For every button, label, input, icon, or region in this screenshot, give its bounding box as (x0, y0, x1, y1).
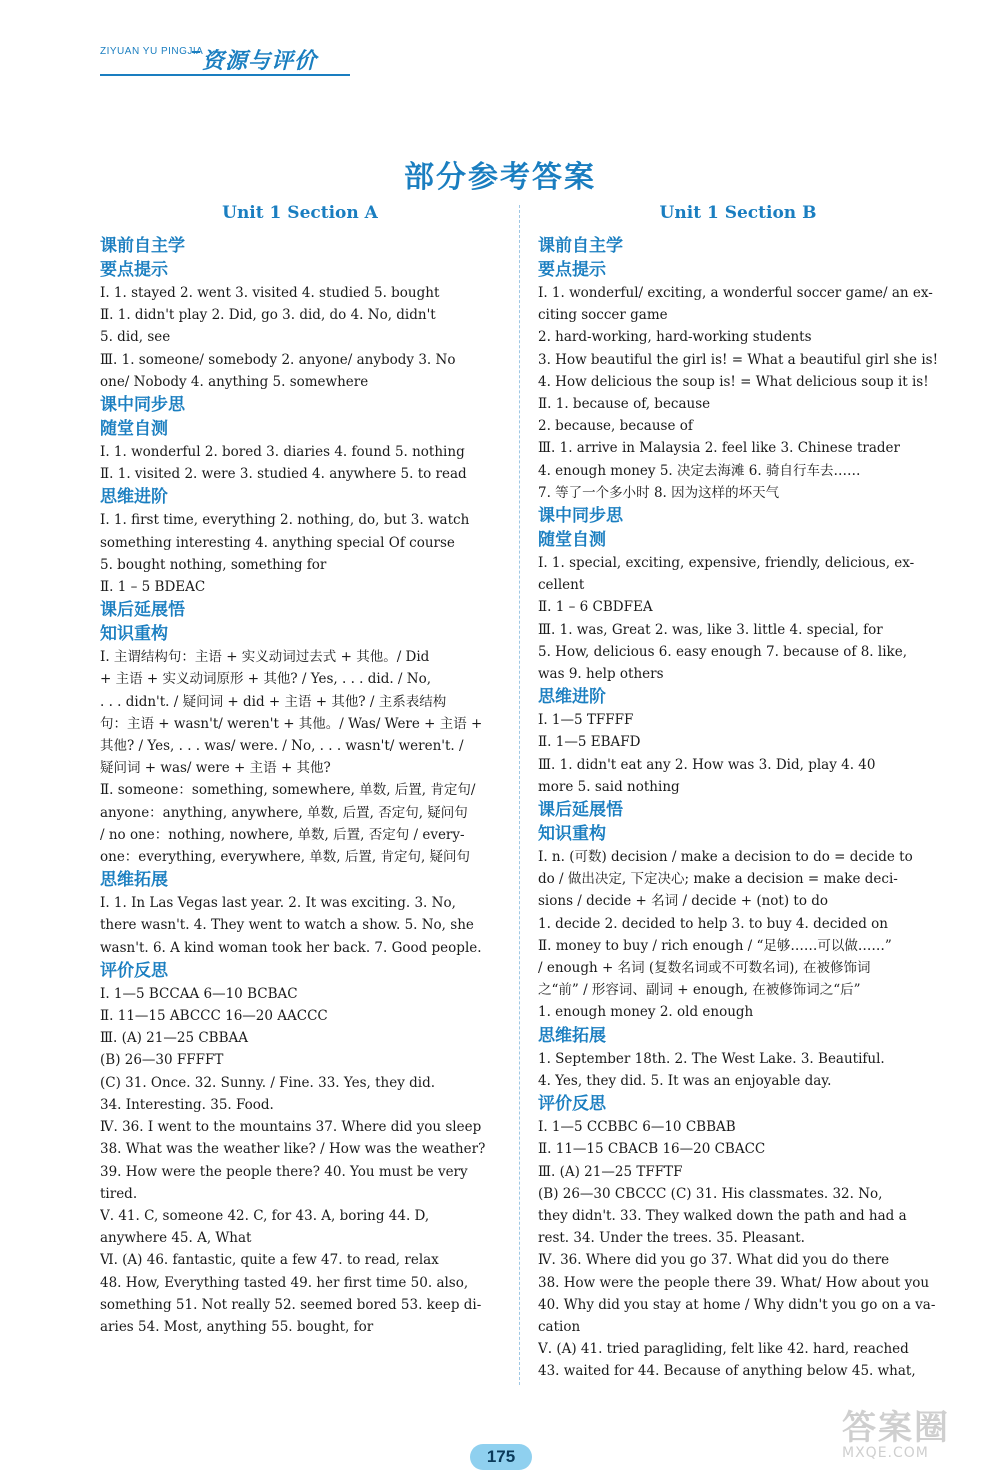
answer-line: Ⅰ. 1. special, exciting, expensive, friendly, delicious, ex- (538, 555, 915, 572)
answer-line: Ⅰ. 1—5 CCBBC 6—10 CBBAB (538, 1119, 736, 1136)
header-rule (100, 74, 350, 76)
answer-line: 1. September 18th. 2. The West Lake. 3. Beautiful. (538, 1050, 885, 1067)
answer-line: Ⅰ. 1—5 BCCAA 6—10 BCBAC (100, 985, 298, 1002)
answer-line: Ⅴ. 41. C, someone 42. C, for 43. A, boring 44. D, (100, 1207, 430, 1224)
answer-line: 48. How, Everything tasted 49. her first time 50. also, (100, 1274, 469, 1291)
answer-line: wasn't. 6. A kind woman took her back. 7. Good people. (100, 939, 482, 956)
answer-line: Ⅴ. (A) 41. tried paragliding, felt like 42. hard, reached (538, 1341, 909, 1358)
answer-line: 38. What was the weather like? / How was the weather? (100, 1141, 486, 1158)
section-heading: 思维拓展 (538, 1025, 606, 1046)
answer-line: Ⅲ. (A) 21—25 CBBAA (100, 1030, 248, 1047)
watermark-logo: 答案圈 (842, 1408, 950, 1448)
answer-line: (B) 26—30 FFFFT (100, 1052, 224, 1069)
answer-line: Ⅱ. 11—15 CBACB 16—20 CBACC (538, 1141, 766, 1158)
section-heading: 知识重构 (538, 824, 606, 845)
answer-line: 1. enough money 2. old enough (538, 1004, 754, 1021)
answer-line: (C) 31. Once. 32. Sunny. / Fine. 33. Yes, they did. (100, 1074, 436, 1091)
answer-line: 38. How were the people there 39. What/ How about you (538, 1274, 930, 1291)
answer-line: Ⅱ. money to buy / rich enough / “足够……可以做……” (538, 937, 892, 954)
answer-line: 4. Yes, they did. 5. It was an enjoyable day. (538, 1072, 832, 1089)
answer-line: 之“前” / 形容词、副词 + enough, 在被修饰词之“后” (538, 982, 861, 999)
answer-line: Ⅲ. 1. didn't eat any 2. How was 3. Did, play 4. 40 (538, 756, 876, 773)
answer-line: cation (538, 1318, 581, 1335)
answer-line: Ⅰ. n. (可数) decision / make a decision to do = decide to (538, 849, 913, 866)
answer-line: 43. waited for 44. Because of anything below 45. what, (538, 1363, 916, 1380)
section-heading: 随堂自测 (538, 530, 606, 551)
answer-line: 1. decide 2. decided to help 3. to buy 4. decided on (538, 915, 888, 932)
answer-line: Ⅰ. 1. wonderful/ exciting, a wonderful soccer game/ an ex- (538, 285, 933, 301)
answer-line: Ⅱ. 1—5 EBAFD (538, 734, 641, 751)
answer-line: they didn't. 33. They walked down the path and had a (538, 1207, 907, 1224)
answer-line: 2. because, because of (538, 418, 693, 435)
answer-line: 句：主语 + wasn't/ weren't + 其他。/ Was/ Were + 主语 + (100, 715, 483, 732)
answer-line: Ⅱ. 1. because of, because (538, 396, 711, 413)
answer-line: Ⅰ. 1. stayed 2. went 3. visited 4. studied 5. bought (100, 285, 440, 301)
answer-line: 其他? / Yes, . . . was/ were. / No, . . . wasn't/ weren't. / (100, 738, 464, 755)
section-heading: 评价反思 (100, 960, 168, 981)
section-heading: 思维进阶 (538, 687, 606, 708)
section-heading: 课中同步思 (538, 506, 623, 527)
answer-line: 4. How delicious the soup is! = What delicious soup it is! (538, 373, 929, 390)
answer-line: anyone：anything, anywhere, 单数, 后置, 否定句, 疑问句 (100, 804, 468, 821)
answer-line: rest. 34. Under the trees. 35. Pleasant. (538, 1230, 805, 1247)
answer-line: do / 做出决定, 下定决心; make a decision = make deci- (538, 871, 898, 888)
answer-line: Ⅰ. 1. wonderful 2. bored 3. diaries 4. found 5. nothing (100, 444, 465, 461)
answer-line: + 主语 + 实义动词原形 + 其他? / Yes, . . . did. / No, (100, 671, 432, 688)
answer-line: Ⅲ. (A) 21—25 TFFTF (538, 1163, 683, 1180)
answer-line: there wasn't. 4. They went to watch a show. 5. No, she (100, 917, 474, 934)
answer-line: one：everything, everywhere, 单数, 后置, 肯定句, 疑问句 (100, 849, 471, 866)
answer-line: (B) 26—30 CBCCC (C) 31. His classmates. 32. No, (538, 1185, 883, 1202)
answer-line: / enough + 名词 (复数名词或不可数名词), 在被修饰词 (538, 960, 871, 977)
answer-line: something 51. Not really 52. seemed bored 53. keep di- (100, 1296, 482, 1313)
header-brand: 资源与评价 (202, 49, 318, 74)
left-column (100, 200, 500, 1338)
answer-line: 5. did, see (100, 329, 171, 346)
watermark-url: MXQE.COM (842, 1445, 929, 1461)
section-heading: 随堂自测 (100, 419, 168, 440)
page-number: 175 (470, 1444, 532, 1470)
unit-title-left: Unit 1 Section A (222, 203, 378, 223)
answer-line: Ⅲ. 1. was, Great 2. was, like 3. little 4. special, for (538, 621, 883, 638)
answer-line: Ⅱ. 1 – 6 CBDFEA (538, 599, 653, 616)
watermark (842, 1400, 992, 1470)
section-heading: 要点提示 (100, 260, 168, 280)
header-logo (100, 40, 360, 80)
section-heading: 思维进阶 (100, 487, 168, 508)
section-heading: 课后延展悟 (100, 600, 185, 621)
unit-title-right: Unit 1 Section B (659, 203, 817, 223)
answer-line: Ⅰ. 1. first time, everything 2. nothing, do, but 3. watch (100, 512, 470, 529)
answer-line: Ⅳ. 36. I went to the mountains 37. Where did you sleep (100, 1119, 482, 1136)
answer-line: Ⅲ. 1. someone/ somebody 2. anyone/ anybody 3. No (100, 351, 456, 368)
answer-line: 39. How were the people there? 40. You must be very (100, 1163, 468, 1180)
answer-line: more 5. said nothing (538, 778, 680, 795)
page-title: 部分参考答案 (404, 160, 596, 195)
answer-line: Ⅱ. 1. visited 2. were 3. studied 4. anywhere 5. to read (100, 466, 467, 483)
answer-line: Ⅳ. 36. Where did you go 37. What did you do there (538, 1252, 890, 1269)
column-divider (519, 205, 520, 1385)
answer-line: aries 54. Most, anything 55. bought, for (100, 1318, 374, 1335)
answer-line: 疑问词 + was/ were + 主语 + 其他? (100, 760, 331, 777)
right-answer-list (538, 234, 938, 1383)
answer-line: Ⅱ. someone：something, somewhere, 单数, 后置, 肯定句/ (100, 782, 476, 799)
answer-line: 7. 等了一个多小时 8. 因为这样的坏天气 (538, 484, 780, 501)
right-column (538, 200, 938, 1383)
section-heading: 思维拓展 (100, 870, 168, 891)
answer-line: 2. hard-working, hard-working students (538, 329, 812, 346)
answer-line: sions / decide + 名词 / decide + (not) to do (538, 893, 829, 910)
answer-line: 34. Interesting. 35. Food. (100, 1096, 274, 1113)
answer-line: 5. How, delicious 6. easy enough 7. because of 8. like, (538, 643, 907, 660)
answer-line: 40. Why did you stay at home / Why didn't you go on a va- (538, 1296, 936, 1313)
answer-line: was 9. help others (538, 666, 664, 683)
section-heading: 知识重构 (100, 624, 168, 645)
answer-line: tired. (100, 1185, 138, 1202)
answer-line: something interesting 4. anything special Of course (100, 534, 455, 551)
answer-line: anywhere 45. A, What (100, 1230, 252, 1247)
answer-line: Ⅰ. 主谓结构句：主语 + 实义动词过去式 + 其他。/ Did (100, 649, 430, 666)
section-heading: 要点提示 (538, 260, 606, 280)
answer-line: 3. How beautiful the girl is! = What a beautiful girl she is! (538, 351, 938, 368)
section-heading: 评价反思 (538, 1094, 606, 1115)
answer-line: Ⅱ. 11—15 ABCCC 16—20 AACCC (100, 1008, 328, 1025)
answer-line: cellent (538, 577, 585, 594)
answer-line: Ⅰ. 1—5 TFFFF (538, 712, 634, 729)
section-heading: 课中同步思 (100, 395, 185, 416)
answer-line: 5. bought nothing, something for (100, 556, 327, 573)
left-answer-list (100, 234, 500, 1338)
header-pinyin: ZIYUAN YU PINGJIA (100, 46, 204, 57)
answer-line: Ⅲ. 1. arrive in Malaysia 2. feel like 3. Chinese trader (538, 440, 900, 457)
answer-line: 4. enough money 5. 决定去海滩 6. 骑自行车去…… (538, 462, 861, 479)
section-heading: 课前自主学 (100, 236, 185, 256)
answer-line: Ⅵ. (A) 46. fantastic, quite a few 47. to read, relax (100, 1252, 439, 1269)
answer-line: Ⅱ. 1. didn't play 2. Did, go 3. did, do 4. No, didn't (100, 307, 436, 324)
answer-line: / no one：nothing, nowhere, 单数, 后置, 否定句 / every- (100, 826, 465, 843)
answer-line: citing soccer game (538, 307, 668, 324)
answer-line: one/ Nobody 4. anything 5. somewhere (100, 373, 369, 390)
section-heading: 课后延展悟 (538, 800, 623, 821)
section-heading: 课前自主学 (538, 236, 623, 256)
answer-line: Ⅱ. 1 – 5 BDEAC (100, 579, 206, 596)
answer-line: Ⅰ. 1. In Las Vegas last year. 2. It was exciting. 3. No, (100, 895, 456, 912)
answer-line: . . . didn't. / 疑问词 + did + 主语 + 其他? / 主系表结构 (100, 693, 447, 710)
